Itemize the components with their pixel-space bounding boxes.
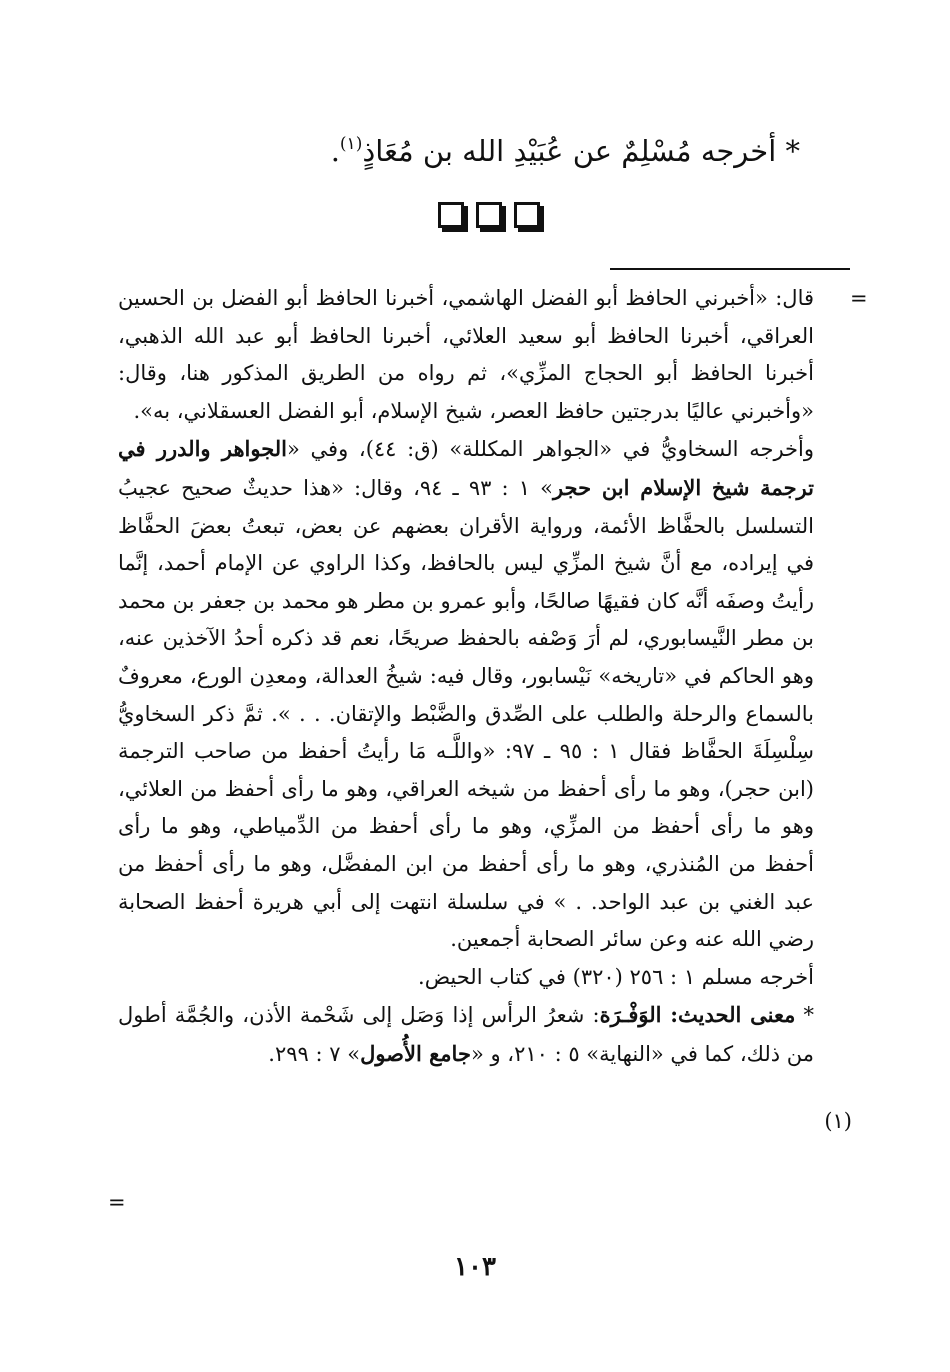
footnote-1-text: أخرجه مسلم ١ : ٢٥٦ (٣٢٠) في كتاب الحيض. [418, 964, 814, 989]
footnote-rule [610, 268, 850, 270]
main-text-end: . [330, 134, 340, 168]
main-text: * أخرجه مُسْلِمٌ عن عُبَيْدِ الله بن مُعَاذٍ [362, 134, 800, 168]
separator-square-icon [514, 202, 540, 228]
footnote-1-meaning: * معنى الحديث: الوَفْـرَة: شعرُ الرأس إذا وَصَل إلى شَحْمة الأذن، والجُمَّة أطول من ذلك، كما في «النهاية» ٥ : ٢١٠، و «جامع الأُصول» ٧ : ٢٩٩. [118, 1002, 814, 1066]
main-text-line [120, 118, 800, 177]
continuation-marker-top: = [850, 286, 868, 310]
separator-square-icon [438, 202, 464, 228]
section-separator [438, 202, 540, 228]
footnotes-block [118, 280, 814, 1073]
separator-square-icon [476, 202, 502, 228]
footnote-number: (١) [824, 1109, 852, 1133]
page-number: ١٠٣ [454, 1252, 496, 1282]
continuation-marker-bottom: = [108, 1190, 126, 1214]
footnote-continuation-paragraph-2: وأخرجه السخاويُّ في «الجواهر المكللة» (ق: ٤٤)، وفي «الجواهر والدرر في ترجمة شيخ الإسلام ابن حجر» ١ : ٩٣ ـ ٩٤، وقال: «هذا حديثٌ صحيح عجيبُ التسلسل بالحفَّاظ الأئمة، ورواية الأقران بعضهم عن بعض، تبعتُ بعضَ الحفَّاظ في إيراده، مع أنَّ شيخ المزِّي ليس بالحافظ، وكذا الراوي عن الإمام أحمد، إنَّما رأيتُ وصفَه أنَّه كان فقيهًا صالحًا، وأبو عمرو بن مطر هو محمد بن جعفر بن محمد بن مطر النَّيسابوري، لم أرَ وَصْفه بالحفظ صريحًا، نعم قد ذكره أحدُ الآخذين عنه، وهو الحاكم في «تاريخه» نَيْسابور، وقال فيه: شيخُ العدالة، ومعدِن الورع، معروفٌ بالسماع والرحلة والطلب على الصِّدق والضَّبْط والإتقان. . . ». ثمَّ ذكر السخاويُّ سِلْسِلَةَ الحفَّاظ فقال ١ : ٩٥ ـ ٩٧: «واللَّـه مَا رأيتُ أحفظ من صاحب الترجمة (ابن حجر)، وهو ما رأى أحفظ من شيخه العراقي، وهو ما رأى أحفظ من العلائي، وهو ما رأى أحفظ من المزِّي، وهو ما رأى أحفظ من الدِّمياطي، وهو ما رأى أحفظ من المُنذري، وهو ما رأى أحفظ من ابن المفضَّل، وهو ما رأى أحفظ من عبد الغني بن عبد الواحد. . » في سلسلة انتهت إلى أبي هريرة أحفظ الصحابة رضي الله عنه وعن سائر الصحابة أجمعين. [118, 436, 814, 952]
footnote-reference: (١) [339, 134, 363, 154]
footnote-continuation-paragraph: قال: «أخبرني الحافظ أبو الفضل الهاشمي، أخبرنا الحافظ أبو الفضل بن الحسين العراقي، أخبرنا الحافظ أبو سعيد العلائي، أخبرنا الحافظ أبو عبد الله الذهبي، أخبرنا الحافظ أبو الحجاج المزِّي»، ثم رواه من الطريق المذكور هنا، وقال: «وأخبرني عاليًا بدرجتين حافظ العصر، شيخ الإسلام، أبو الفضل العسقلاني، به». [118, 286, 814, 423]
